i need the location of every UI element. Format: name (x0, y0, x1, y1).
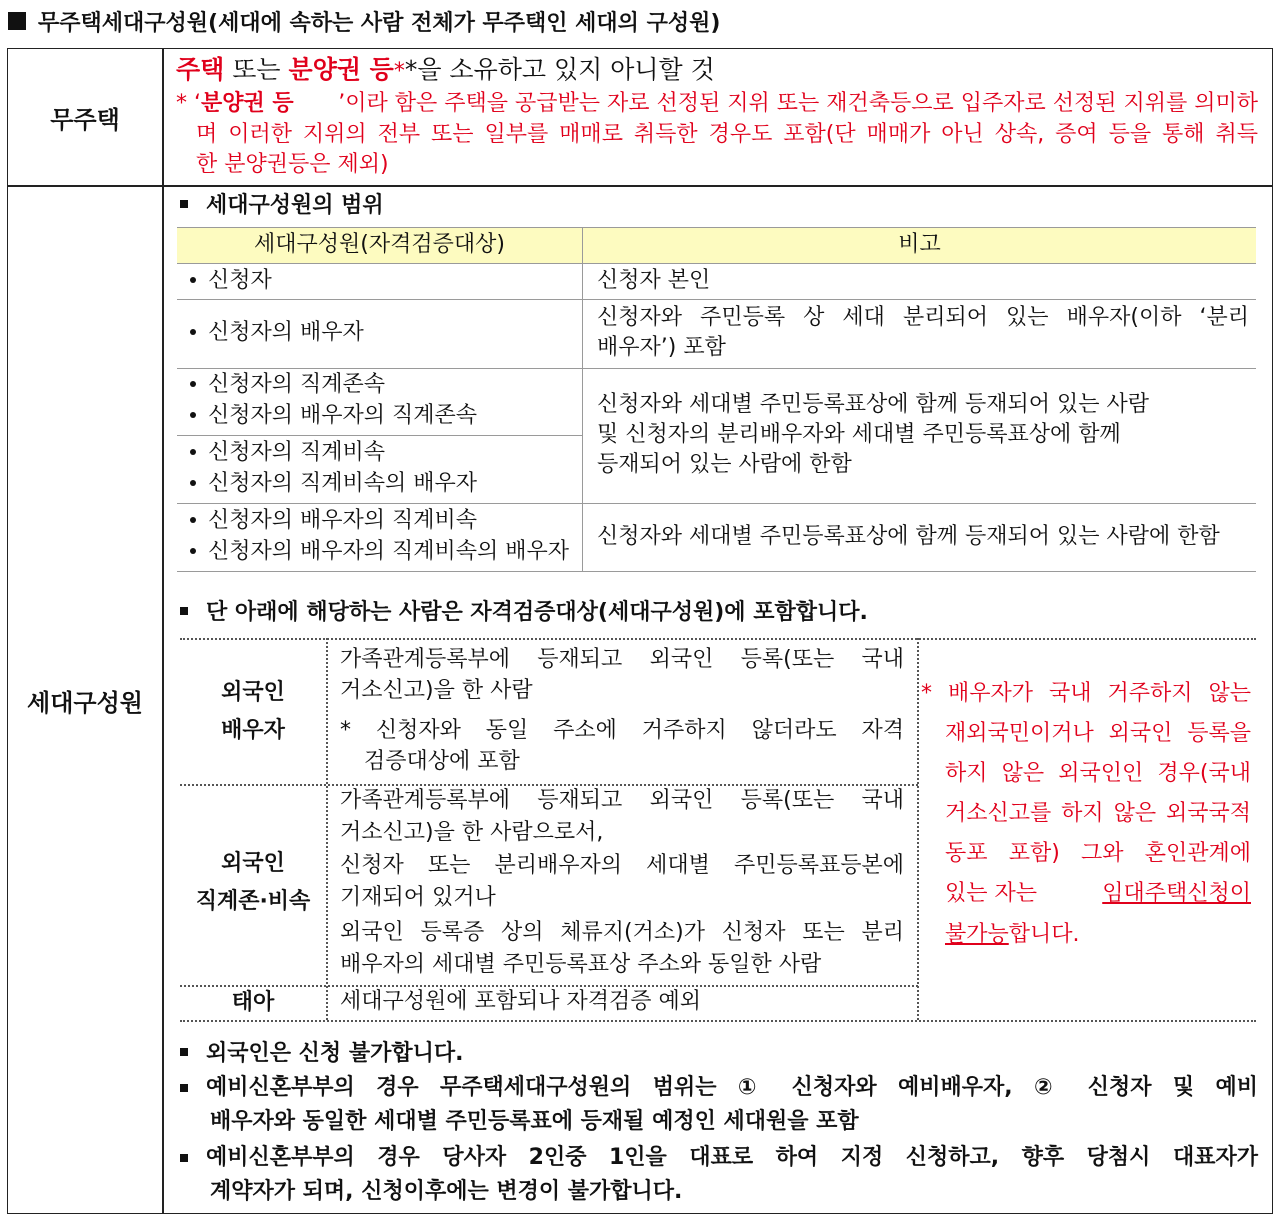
side-note-line: * 배우자가 국내 거주하지 않는 (921, 681, 1251, 706)
member-text: 신청자 (208, 268, 272, 293)
label-foreign-spouse (180, 674, 326, 750)
grid-line (177, 368, 1256, 369)
side-note-line (945, 920, 1080, 950)
member-text: 신청자의 직계비속의 배우자 (208, 471, 478, 496)
side-note-text: 있는 자는 (945, 881, 1038, 906)
bullet-text: 외국인은 신청 불가합니다. (206, 1041, 464, 1066)
no-house-condition: 주택 또는 분양권 등**을 소유하고 있지 아니할 것 (176, 55, 715, 84)
grid-line (582, 227, 583, 571)
side-note-line: 동포 포함) 그와 혼인관계에 (945, 841, 1251, 866)
grid-line (177, 227, 1256, 228)
member-text: 신청자의 배우자의 직계존속 (208, 403, 478, 428)
dotted-rule (326, 638, 328, 1020)
side-note-text: 합니다. (1008, 922, 1080, 947)
bullet-square-icon (180, 200, 188, 208)
table-row-descendant (190, 438, 385, 468)
note-spouse-line1: 신청자와 주민등록 상 세대 분리되어 있는 배우자(이하 ‘분리 (597, 305, 1249, 330)
foreign-lineal-line1: 가족관계등록부에 등재되고 외국인 등록(또는 국내 (340, 788, 904, 813)
no-house-note-line2: 며 이러한 지위의 전부 또는 일부를 매매로 취득한 경우도 포함(단 매매가 아닌 상속, 증여 등을 통해 취득 (196, 122, 1258, 147)
foreign-spouse-line2: 거소신고)을 한 사람 (340, 678, 533, 703)
foreign-lineal-line6: 배우자의 세대별 주민등록표상 주소와 동일한 사람 (340, 952, 822, 977)
grid-line (177, 435, 583, 436)
label-foreign-lineal (180, 845, 326, 921)
member-text: 신청자의 직계존속 (208, 372, 386, 397)
foreign-spouse-line4: 검증대상에 포함 (364, 749, 520, 774)
note-applicant: 신청자 본인 (597, 268, 711, 293)
table-row-ascendant (190, 370, 385, 400)
side-note-underlined: 임대주택신청이 (1102, 881, 1251, 906)
note-spouse-descendant: 신청자와 세대별 주민등록표상에 함께 등재되어 있는 사람에 한함 (597, 524, 1220, 549)
foreign-lineal-line5: 외국인 등록증 상의 체류지(거소)가 신청자 또는 분리 (340, 920, 904, 945)
label-line: 태아 (231, 990, 275, 1015)
table-row-spouse-ascendant (190, 401, 477, 431)
dotted-rule (917, 638, 919, 1020)
label-fetus (180, 984, 326, 1022)
foreign-lineal-line2: 거소신고)을 한 사람으로서, (340, 820, 604, 845)
scope-heading (180, 191, 384, 221)
table-row-spouse (190, 318, 364, 348)
bullet-square-icon (180, 607, 188, 615)
note-lineal-line2: 및 신청자의 분리배우자와 세대별 주민등록표상에 함께 (597, 422, 1121, 447)
bottom-bullet-prenuptial-scope-cont: 배우자와 동일한 세대별 주민등록표에 등재될 예정인 세대원을 포함 (210, 1109, 859, 1134)
label-line: 배우자 (221, 718, 285, 743)
side-note-line: 하지 않은 외국인인 경우(국내 (945, 761, 1251, 786)
side-note-line: 거소신고를 하지 않은 외국국적 (945, 801, 1251, 826)
bullet-square-icon (180, 1084, 188, 1092)
note-lineal-line1: 신청자와 세대별 주민등록표상에 함께 등재되어 있는 사람 (597, 392, 1150, 417)
label-column-divider (162, 48, 164, 1214)
foreign-spouse-line1: 가족관계등록부에 등재되고 외국인 등록(또는 국내 (340, 647, 904, 672)
row-label-household-member-text: 세대구성원 (27, 688, 143, 717)
black-square-icon (8, 12, 26, 30)
label-line: 외국인 (221, 680, 285, 705)
header-note: 비고 (898, 232, 941, 257)
note-lineal-line3: 등재되어 있는 사람에 한함 (597, 452, 852, 477)
bottom-bullet-foreigner (180, 1039, 463, 1069)
member-text: 신청자의 배우자 (208, 320, 364, 345)
page-title-text: 무주택세대구성원(세대에 속하는 사람 전체가 무주택인 세대의 구성원) (38, 10, 721, 36)
row-label-no-house (8, 49, 162, 185)
condition-house: 주택 (176, 55, 225, 84)
row-label-no-house-text: 무주택 (50, 105, 120, 134)
no-house-note-line1 (176, 89, 1258, 119)
bottom-bullet-prenuptial-rep (180, 1143, 1258, 1173)
note-mark: * ‘ (176, 91, 201, 116)
bullet-square-icon (180, 1154, 188, 1162)
table-row-descendant-spouse (190, 469, 477, 499)
dotted-rule (180, 638, 1256, 640)
bullet-text: 예비신혼부부의 경우 당사자 2인중 1인을 대표로 하여 지정 신청하고, 향후 당첨시 대표자가 (206, 1145, 1258, 1170)
bottom-bullet-prenuptial-rep-cont: 계약자가 되며, 신청이후에는 변경이 불가합니다. (210, 1179, 683, 1204)
side-note-underlined: 불가능 (945, 922, 1009, 947)
grid-line (177, 263, 1256, 264)
grid-line (177, 299, 1256, 300)
member-text: 신청자의 배우자의 직계비속 (208, 508, 478, 533)
row-label-household-member (8, 187, 162, 1213)
member-text: 신청자의 직계비속 (208, 440, 386, 465)
dotted-rule (180, 1020, 1256, 1022)
header-member: 세대구성원(자격검증대상) (254, 232, 505, 257)
grid-line (177, 503, 1256, 504)
row-divider (7, 185, 1273, 187)
foreign-lineal-line3: 신청자 또는 분리배우자의 세대별 주민등록표등본에 (340, 853, 904, 878)
condition-rest: *을 소유하고 있지 아니할 것 (404, 55, 715, 84)
label-line: 외국인 (221, 851, 285, 876)
scope-heading-text: 세대구성원의 범위 (206, 193, 384, 218)
foreign-lineal-line4: 기재되어 있거나 (340, 885, 496, 910)
no-house-note-line3: 한 분양권등은 제외) (196, 152, 389, 177)
side-note-line (945, 879, 1251, 909)
include-heading (180, 598, 868, 628)
label-line: 직계존·비속 (195, 889, 311, 914)
side-note-line: 재외국민이거나 외국인 등록을 (945, 721, 1251, 746)
note-spouse-line2: 배우자’) 포함 (597, 335, 726, 360)
page-title (8, 4, 720, 38)
bullet-text: 예비신혼부부의 경우 무주택세대구성원의 범위는 ① 신청자와 예비배우자, ② 신청자 및 예비 (206, 1075, 1258, 1100)
grid-line (177, 571, 1256, 572)
note-term: 분양권 등 (201, 91, 294, 116)
fetus-text: 세대구성원에 포함되나 자격검증 예외 (340, 989, 702, 1014)
table-row-applicant (190, 266, 272, 296)
bottom-bullet-prenuptial-scope (180, 1073, 1258, 1103)
table-row-spouse-descendant (190, 506, 477, 536)
condition-presale-right: 분양권 등 (288, 55, 394, 84)
member-text: 신청자의 배우자의 직계비속의 배우자 (208, 539, 570, 564)
condition-or: 또는 (224, 55, 289, 84)
table-row-spouse-descendant-spouse (190, 537, 569, 567)
note-line1-text: ’이라 함은 주택을 공급받는 자로 선정된 지위 또는 재건축등으로 입주자로 선정된 지위를 의미하 (338, 91, 1258, 116)
bullet-square-icon (180, 1048, 188, 1056)
foreign-spouse-line3: * 신청자와 동일 주소에 거주하지 않더라도 자격 (340, 718, 904, 743)
include-heading-text: 단 아래에 해당하는 사람은 자격검증대상(세대구성원)에 포함합니다. (206, 600, 868, 625)
